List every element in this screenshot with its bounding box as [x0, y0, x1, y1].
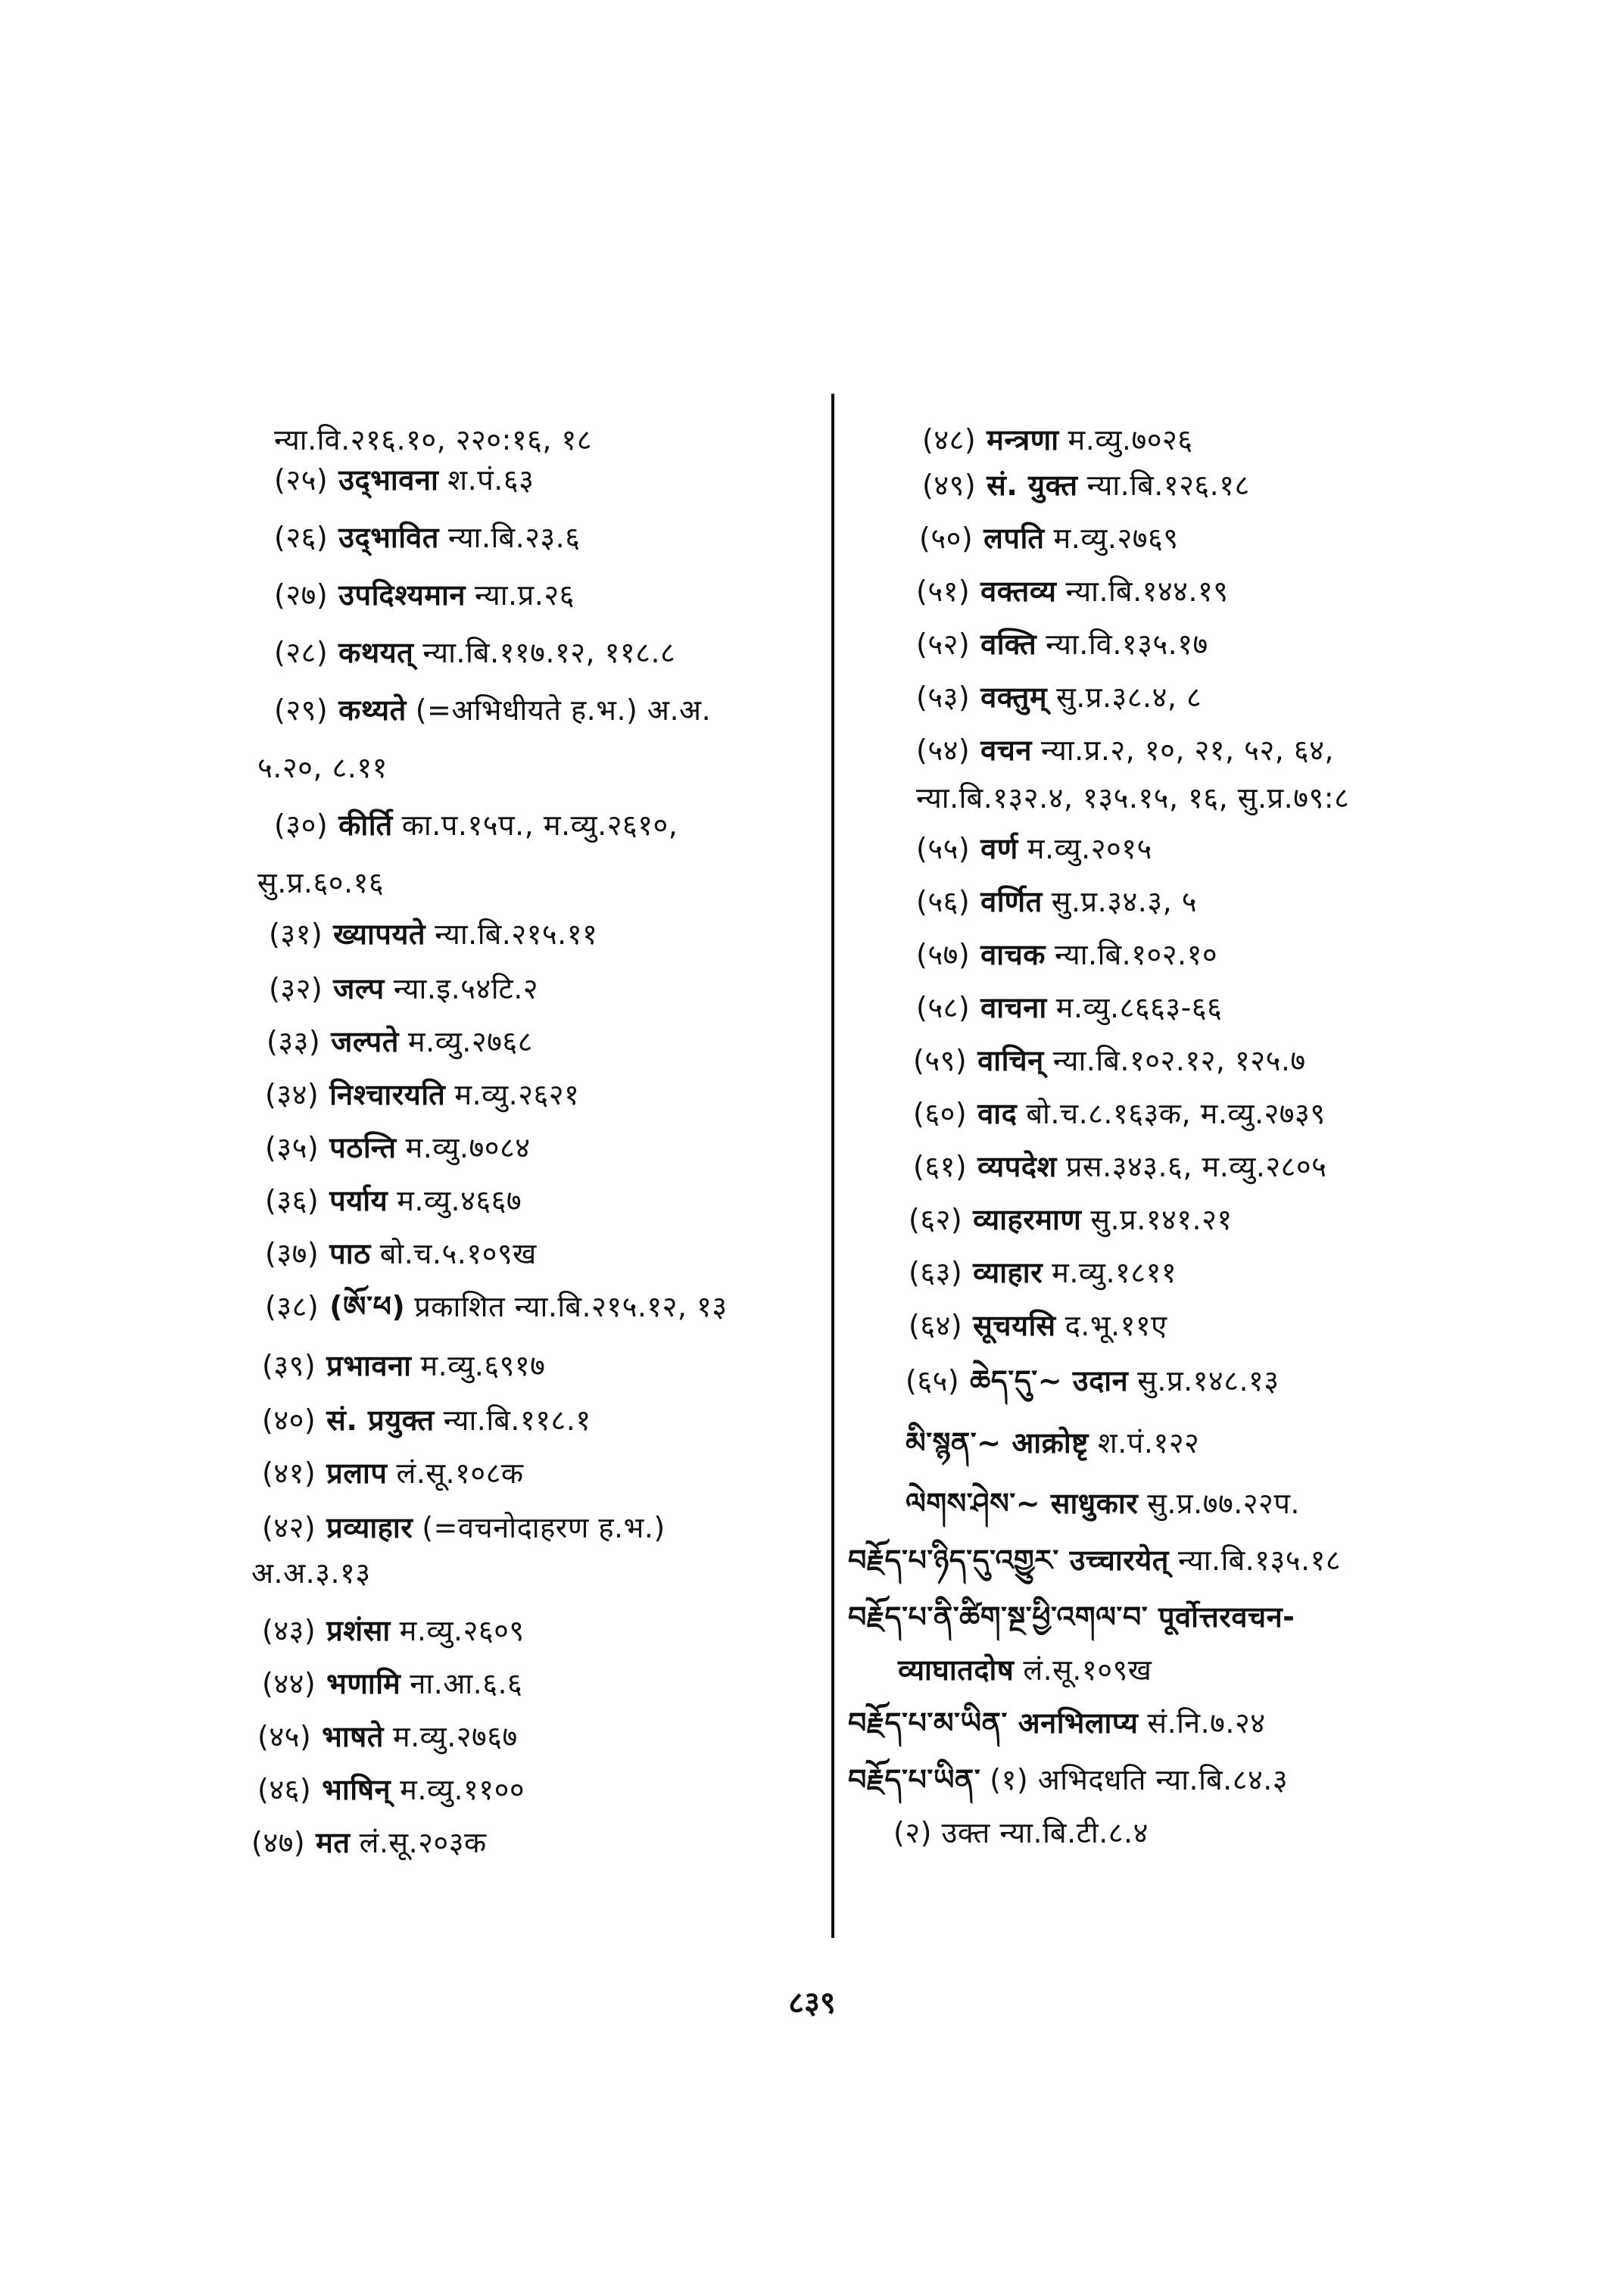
entry-line	[265, 1128, 531, 1167]
entry-number: (६५)	[906, 1364, 960, 1397]
entry-line	[265, 1075, 579, 1114]
entry-reference: म.व्यु.२०१५	[1027, 832, 1152, 865]
entry-reference: लं.सू.१०९ख	[1023, 1653, 1152, 1687]
entry-term: सं. युक्त	[987, 469, 1078, 502]
entry-line	[262, 1400, 591, 1440]
entry-line	[269, 969, 538, 1008]
entry-term: वाचना	[980, 991, 1047, 1024]
entry-line	[274, 805, 678, 845]
entry-term: उपदिश्यमान	[338, 578, 466, 612]
entry-number: (५८)	[916, 991, 971, 1024]
entry-number: (५०)	[919, 522, 974, 555]
page-number: ८३९	[788, 1986, 836, 2020]
entry-reference: लं.सू.२०३क	[359, 1826, 487, 1859]
entry-number: (६२)	[909, 1203, 963, 1236]
entry-reference: म.व्यु.११००	[400, 1773, 525, 1806]
entry-term: वाचिन्	[977, 1044, 1044, 1077]
entry-reference: का.प.१५प., म.व्यु.२६१०,	[401, 808, 678, 842]
entry-term: सं. प्रयुक्त	[326, 1404, 435, 1437]
entry-line	[262, 1346, 545, 1385]
entry-line	[262, 1508, 665, 1547]
entry-number: (३०)	[274, 808, 329, 842]
entry-reference: (=अभिधीयते ह.भ.) अ.अ.	[415, 693, 712, 727]
entry-term: वचन	[980, 734, 1033, 767]
entry-line	[913, 1041, 1306, 1080]
entry-reference: (=वचनोदाहरण ह.भ.)	[422, 1511, 665, 1544]
entry-reference: प्रकाशित न्या.बि.२१५.१२, १३	[414, 1290, 728, 1323]
entry-line	[916, 572, 1229, 611]
entry-reference: सु.प्र.६०.१६	[257, 866, 385, 899]
entry-reference: सु.प्र.३८.४, ८	[1056, 681, 1202, 714]
entry-line	[848, 1541, 1341, 1580]
entry-term: कीर्ति	[338, 808, 393, 842]
entry-line	[922, 420, 1193, 460]
entry-number: (२६)	[274, 521, 329, 554]
entry-number: (४४)	[262, 1667, 316, 1700]
entry-reference: श.पं.६३	[447, 463, 535, 497]
entry-term: ཆེད་དུ་~ उदान	[970, 1364, 1129, 1397]
entry-line	[922, 466, 1250, 505]
entry-line	[262, 1664, 522, 1703]
entry-line	[262, 1611, 525, 1650]
entry-line	[913, 1147, 1326, 1186]
entry-line	[909, 1306, 1167, 1345]
entry-term: भाषते	[322, 1720, 384, 1753]
entry-reference: म.व्यु.२६२१	[454, 1078, 580, 1111]
entry-reference: बो.च.८.१६३क, म.व्यु.२७३९	[1026, 1097, 1326, 1130]
entry-reference: म.व्यु.६९१७	[420, 1349, 546, 1382]
entry-number: (२९)	[274, 693, 329, 727]
entry-number: (२७)	[274, 578, 329, 612]
entry-term: पर्याय	[329, 1184, 388, 1217]
entry-line	[916, 882, 1197, 921]
entry-number: (६१)	[913, 1150, 968, 1183]
entry-number: (३४)	[265, 1078, 320, 1111]
entry-term: བརྗོད་པ་ནི་ཚིག་སྔ་ཕྱི་འགལ་བ་ पूर्वोत्तरवचन-	[848, 1600, 1295, 1634]
entry-reference: म.व्यु.२७६८	[407, 1025, 533, 1058]
entry-reference: म.व्यु.२६०९	[399, 1614, 525, 1647]
entry-number: (५७)	[916, 938, 971, 971]
entry-line	[274, 633, 675, 672]
entry-term: मन्त्रणा	[987, 423, 1059, 456]
entry-term: ख्यापयते	[333, 918, 426, 951]
entry-reference: सु.प्र.३४.३, ५	[1051, 885, 1198, 918]
entry-reference: न्या.वि.२१६.१०, २२०:१६, १८	[274, 423, 593, 456]
entry-term: वर्णित	[980, 885, 1043, 918]
entry-term: वर्ण	[980, 832, 1018, 865]
entry-term: (ཨོ་ཕ)	[329, 1290, 406, 1323]
entry-reference: न्या.प्र.२६	[474, 578, 575, 612]
entry-line	[257, 1770, 525, 1809]
entry-line	[274, 690, 711, 730]
entry-number: (६४)	[909, 1309, 963, 1342]
entry-term: वक्तव्य	[980, 575, 1057, 608]
entry-line	[262, 1453, 524, 1493]
entry-line	[274, 420, 592, 460]
entry-line	[257, 1717, 518, 1756]
entry-term: कथयत्	[338, 636, 414, 669]
entry-line	[848, 1597, 1304, 1637]
entry-line	[906, 1484, 1300, 1523]
entry-number: (५४)	[916, 734, 971, 767]
entry-reference: म.व्यु.७०२६	[1068, 423, 1193, 456]
entry-term: वक्ति	[980, 628, 1037, 661]
entry-number: (६०)	[913, 1097, 968, 1130]
entry-number: (३६)	[265, 1184, 320, 1217]
entry-reference: न्या.वि.१३५.१७	[1046, 628, 1208, 661]
entry-term: व्यपदेश	[977, 1150, 1057, 1183]
entry-reference: म.व्यु.२७६७	[392, 1720, 518, 1753]
entry-number: (४६)	[257, 1773, 312, 1806]
entry-reference: न्या.बि.२१५.११	[435, 918, 598, 951]
entry-term: प्रलाप	[326, 1456, 388, 1490]
entry-number: (४०)	[262, 1404, 316, 1437]
entry-line	[251, 1823, 487, 1862]
entry-term: བརྗོད་པ་ཉིད་དུ་འགྱུར་ उच्चारयेत्	[848, 1544, 1169, 1577]
entry-number: (३८)	[265, 1290, 320, 1323]
entry-reference: न्या.बि.२३.६	[447, 521, 581, 554]
entry-number: (४३)	[262, 1614, 316, 1647]
entry-number: (४२)	[262, 1511, 316, 1544]
entry-number: (५५)	[916, 832, 971, 865]
entry-reference: न्या.बि.१२६.१८	[1086, 469, 1250, 502]
entry-reference: श.पं.१२२	[1097, 1426, 1200, 1460]
entry-term: वक्तुम्	[980, 681, 1048, 714]
entry-line	[919, 519, 1179, 558]
entry-reference: न्या.बि.११७.१२, ११८.८	[422, 636, 676, 669]
entry-reference: न्या.बि.१३५.१८	[1177, 1544, 1342, 1577]
entry-term: वाद	[977, 1097, 1018, 1130]
entry-reference: म.व्यु.८६६३-६६	[1055, 991, 1223, 1024]
entry-line	[257, 748, 388, 787]
entry-number: (५३)	[916, 681, 971, 714]
entry-number: (३९)	[262, 1349, 316, 1382]
entry-number: (३७)	[265, 1237, 320, 1270]
entry-reference: म.व्यु.७०८४	[405, 1131, 531, 1164]
entry-line	[265, 1181, 522, 1220]
entry-line	[251, 1553, 371, 1593]
entry-term: व्याहरमाण	[973, 1203, 1082, 1236]
entry-term: व्याघातदोष	[898, 1653, 1015, 1687]
entry-number: (५२)	[916, 628, 971, 661]
entry-term: प्रव्याहार	[326, 1511, 413, 1544]
entry-line	[274, 518, 581, 557]
entry-line	[916, 678, 1202, 717]
entry-reference: न्या.बि.१०२.१२, १२५.७	[1052, 1044, 1306, 1077]
entry-line	[274, 575, 575, 615]
entry-line	[916, 778, 1349, 818]
entry-reference: प्रस.३४३.६, म.व्यु.२८०५	[1065, 1150, 1327, 1183]
entry-term: मत	[316, 1826, 351, 1859]
entry-term: वाचक	[980, 938, 1046, 971]
entry-term: जल्प	[333, 972, 385, 1005]
entry-term: सूचयसि	[973, 1309, 1056, 1342]
entry-reference: (१) अभिदधति न्या.बि.८४.३	[990, 1763, 1289, 1796]
entry-line	[274, 460, 534, 500]
entry-number: (५६)	[916, 885, 971, 918]
entry-term: जल्पते	[331, 1025, 399, 1058]
entry-reference: ५.२०, ८.११	[257, 751, 388, 784]
entry-reference: न्या.बि.१४४.१९	[1065, 575, 1229, 608]
entry-line	[848, 1760, 1288, 1799]
entry-line	[916, 829, 1152, 868]
entry-term: བརྗོད་པ་མ་ཡིན་ अनभिलाप्य	[848, 1706, 1139, 1740]
entry-term: प्रभावना	[326, 1349, 412, 1382]
entry-number: (५१)	[916, 575, 971, 608]
column-divider	[831, 394, 834, 1938]
entry-term: पठन्ति	[329, 1131, 397, 1164]
entry-term: उद्‌भावित	[338, 521, 439, 554]
entry-term: उद्‌भावना	[338, 463, 439, 497]
entry-line	[848, 1703, 1266, 1743]
entry-line	[916, 625, 1208, 664]
entry-reference: (२) उक्त न्या.बि.टी.८.४	[893, 1816, 1149, 1849]
entry-term: लपति	[983, 522, 1045, 555]
entry-reference: बो.च.५.१०९ख	[379, 1237, 537, 1270]
entry-line	[909, 1253, 1177, 1292]
entry-term: पाठ	[329, 1237, 371, 1270]
entry-term: प्रशंसा	[326, 1614, 391, 1647]
entry-number: (३२)	[269, 972, 323, 1005]
entry-line	[257, 863, 384, 902]
entry-line	[267, 1022, 533, 1061]
entry-number: (४८)	[922, 423, 977, 456]
entry-number: (३५)	[265, 1131, 320, 1164]
entry-line	[916, 731, 1334, 770]
entry-line	[916, 935, 1217, 974]
entry-number: (४१)	[262, 1456, 316, 1490]
entry-term: བརྗོད་པ་ཡིན་	[848, 1763, 981, 1796]
entry-reference: म.व्यु.४६६७	[397, 1184, 522, 1217]
entry-line	[265, 1234, 537, 1273]
entry-number: (३१)	[269, 918, 323, 951]
entry-reference: सु.प्र.१४८.१३	[1137, 1364, 1280, 1397]
entry-reference: सु.प्र.७७.२२प.	[1147, 1487, 1300, 1520]
entry-term: भाषिन्	[322, 1773, 391, 1806]
entry-number: (४५)	[257, 1720, 312, 1753]
entry-term: निश्चारयति	[329, 1078, 446, 1111]
entry-term: भणामि	[326, 1667, 401, 1700]
entry-line	[909, 1200, 1233, 1239]
entry-number: (४७)	[251, 1826, 306, 1859]
entry-line	[906, 1423, 1199, 1463]
entry-term: कथ्यते	[338, 693, 407, 727]
entry-reference: सं.नि.७.२४	[1147, 1706, 1266, 1740]
entry-number: (३३)	[267, 1025, 321, 1058]
entry-reference: अ.अ.३.१३	[251, 1556, 371, 1590]
entry-reference: म.व्यु.२७६९	[1053, 522, 1179, 555]
entry-reference: न्या.बि.११८.१	[443, 1404, 591, 1437]
entry-reference: द.भू.११ए	[1064, 1309, 1167, 1342]
entry-number: (४९)	[922, 469, 977, 502]
entry-reference: न्या.बि.१३२.४, १३५.१५, १६, सु.प्र.७९:८	[916, 781, 1350, 815]
entry-reference: लं.सू.१०८क	[396, 1456, 524, 1490]
entry-number: (२५)	[274, 463, 329, 497]
entry-number: (५९)	[913, 1044, 968, 1077]
entry-reference: ना.आ.६.६	[410, 1667, 523, 1700]
entry-line	[913, 1094, 1326, 1133]
entry-line	[269, 914, 597, 954]
entry-line	[265, 1287, 728, 1326]
entry-number: (६३)	[909, 1256, 963, 1289]
entry-term: व्याहार	[973, 1256, 1043, 1289]
entry-reference: न्या.बि.१०२.१०	[1054, 938, 1218, 971]
entry-number: (२८)	[274, 636, 329, 669]
entry-reference: सु.प्र.१४१.२१	[1090, 1203, 1233, 1236]
entry-line	[906, 1361, 1280, 1400]
entry-line	[916, 988, 1222, 1027]
entry-line	[898, 1650, 1152, 1690]
entry-reference: म.व्यु.१८११	[1052, 1256, 1177, 1289]
entry-term: ལེགས་ཤེས་~ साधुकार	[906, 1487, 1139, 1520]
entry-reference: न्या.इ.५४टि.२	[393, 972, 539, 1005]
entry-line	[893, 1813, 1149, 1852]
entry-term: མི་སྙན་~ आक्रोष्टृ	[906, 1426, 1089, 1460]
entry-reference: न्या.प्र.२, १०, २१, ५२, ६४,	[1041, 734, 1334, 767]
